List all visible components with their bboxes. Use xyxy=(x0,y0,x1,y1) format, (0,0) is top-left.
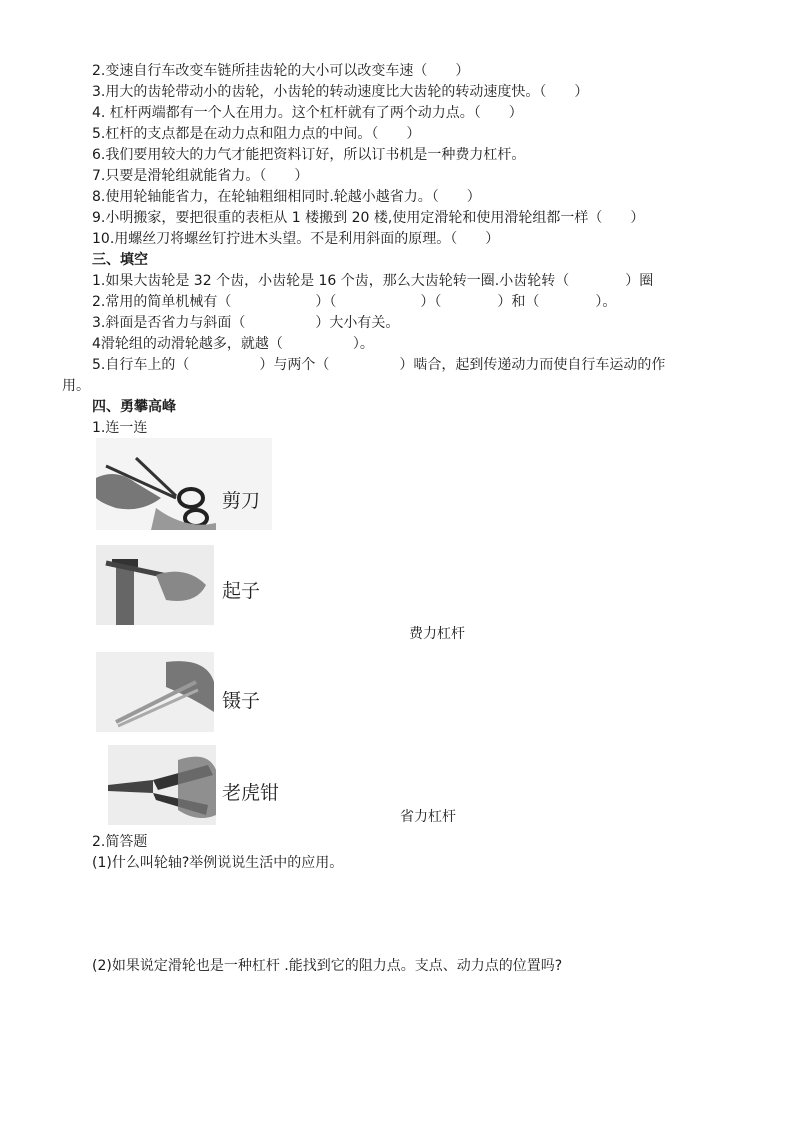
judge-item-4: 4. 杠杆两端都有一个人在用力。这个杠杆就有了两个动力点。（ ） xyxy=(92,105,523,121)
tweezers-photo xyxy=(96,652,214,732)
judge-item-7: 7.只要是滑轮组就能省力。（ ） xyxy=(92,168,309,184)
fill-item-4: 4滑轮组的动滑轮越多，就越（ ）。 xyxy=(92,336,374,352)
judge-item-2: 2.变速自行车改变车链所挂齿轮的大小可以改变车速（ ） xyxy=(92,63,470,79)
section-heading-fill: 三、填空 xyxy=(92,252,148,268)
scissors-photo xyxy=(96,438,272,530)
answer-area-q2[interactable] xyxy=(92,980,732,1100)
subheading-short-answer: 2.简答题 xyxy=(92,834,148,850)
pliers-photo xyxy=(108,745,216,825)
judge-item-5: 5.杠杆的支点都是在动力点和阻力点的中间。（ ） xyxy=(92,126,421,142)
category-labor-saving-lever: 省力杠杆 xyxy=(400,809,456,825)
subheading-match: 1.连一连 xyxy=(92,420,148,436)
judge-item-8: 8.使用轮轴能省力，在轮轴粗细相同时.轮越小越省力。（ ） xyxy=(92,189,481,205)
tool-label-pliers: 老虎钳 xyxy=(222,782,280,804)
answer-area-q1[interactable] xyxy=(92,875,732,953)
tool-label-tweezers: 镊子 xyxy=(222,690,261,712)
tool-label-bottle-opener: 起子 xyxy=(222,580,261,602)
judge-item-9: 9.小明搬家，要把很重的表柜从 1 楼搬到 20 楼,使用定滑轮和使用滑轮组都一样（ ） xyxy=(92,210,645,226)
category-effort-lever: 费力杠杆 xyxy=(409,626,465,642)
tweezers-icon xyxy=(96,652,214,732)
fill-item-3: 3.斜面是否省力与斜面（ ）大小有关。 xyxy=(92,315,400,331)
fill-item-2: 2.常用的简单机械有（ ）（ ）（ ）和（ ）。 xyxy=(92,294,617,310)
section-heading-climb: 四、勇攀高峰 xyxy=(92,399,176,415)
scissors-icon xyxy=(96,438,272,530)
fill-item-1: 1.如果大齿轮是 32 个齿，小齿轮是 16 个齿，那么大齿轮转一圈.小齿轮转（ ）圈 xyxy=(92,273,654,289)
bottle-opener-icon xyxy=(96,545,214,625)
short-answer-q2: (2)如果说定滑轮也是一种杠杆 .能找到它的阻力点。支点、动力点的位置吗? xyxy=(92,958,563,974)
judge-item-10: 10.用螺丝刀将螺丝钉拧进木头望。不是利用斜面的原理。（ ） xyxy=(92,231,500,247)
bottle-opener-photo xyxy=(96,545,214,625)
short-answer-q1: (1)什么叫轮轴?举例说说生活中的应用。 xyxy=(92,855,344,871)
judge-item-6: 6.我们要用较大的力气才能把资料订好，所以订书机是一种费力杠杆。 xyxy=(92,147,526,163)
fill-item-5: 5.自行车上的（ ）与两个（ ）啮合，起到传递动力而使自行车运动的作 xyxy=(92,357,666,373)
judge-item-3: 3.用大的齿轮带动小的齿轮，小齿轮的转动速度比大齿轮的转动速度快。（ ） xyxy=(92,84,589,100)
pliers-icon xyxy=(108,745,216,825)
fill-item-5-continued: 用。 xyxy=(62,378,90,394)
tool-label-scissors: 剪刀 xyxy=(222,490,261,512)
